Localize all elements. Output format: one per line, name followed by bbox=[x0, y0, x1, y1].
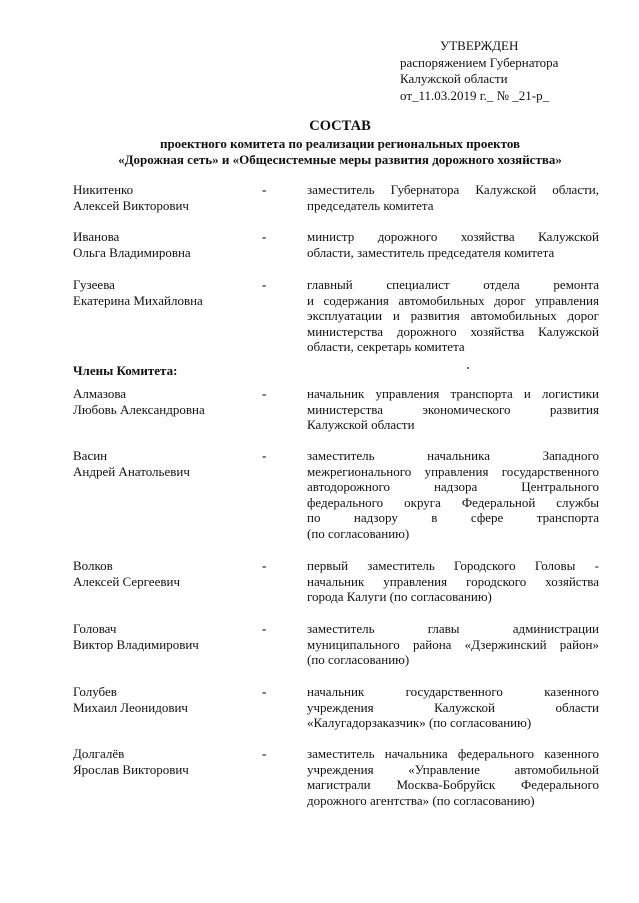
member-dash: - bbox=[262, 277, 267, 292]
member-role-line: заместитель Губернатора Калужской области, bbox=[307, 182, 599, 197]
document-subtitle-line-1: проектного комитета по реализации региональных проектов bbox=[159, 136, 521, 151]
member-role-line: магистрали Москва-Бобруйск Федерального bbox=[307, 777, 599, 792]
approval-title: УТВЕРЖДЕН bbox=[440, 38, 519, 53]
member-given-name: Алексей Викторович bbox=[73, 197, 189, 213]
member-surname: Васин bbox=[73, 448, 108, 463]
approval-line-3: от_11.03.2019 г._ № _21-р_ bbox=[400, 87, 550, 103]
member-surname: Никитенко bbox=[73, 182, 134, 197]
member-role-line: начальник управления транспорта и логистики bbox=[307, 386, 599, 401]
member-role bbox=[307, 448, 599, 541]
member-surname: Долгалёв bbox=[73, 746, 125, 761]
member-surname: Головач bbox=[73, 621, 117, 636]
member-role-line: «Калугадорзаказчик» (по согласованию) bbox=[307, 715, 532, 730]
member-role-line: заместитель начальника федерального казенного bbox=[307, 746, 599, 761]
member-surname: Иванова bbox=[73, 229, 120, 244]
member-given-name: Алексей Сергеевич bbox=[73, 573, 180, 589]
member-name bbox=[73, 684, 263, 715]
member-given-name: Михаил Леонидович bbox=[73, 699, 188, 715]
member-role-line: и содержания автомобильных дорог управления bbox=[307, 292, 599, 308]
member-dash: - bbox=[262, 621, 267, 636]
member-role bbox=[307, 746, 599, 808]
member-surname: Алмазова bbox=[73, 386, 127, 401]
member-role bbox=[307, 386, 599, 433]
document-title: СОСТАВ bbox=[309, 118, 371, 134]
member-role-line: председатель комитета bbox=[307, 197, 434, 213]
member-role-line: межрегионального управления государственного bbox=[307, 463, 599, 479]
member-role bbox=[307, 229, 599, 260]
member-role-line: федерального округа Федеральной службы bbox=[307, 494, 599, 510]
member-dash: - bbox=[262, 558, 267, 573]
member-name bbox=[73, 229, 263, 260]
member-name bbox=[73, 746, 263, 777]
member-name bbox=[73, 621, 263, 652]
member-name bbox=[73, 277, 263, 308]
approval-line-2: Калужской области bbox=[400, 71, 508, 86]
document-title-block bbox=[40, 118, 639, 168]
member-name bbox=[73, 182, 263, 213]
member-dash: - bbox=[262, 746, 267, 761]
member-role-line: (по согласованию) bbox=[307, 652, 410, 667]
member-role-line: министр дорожного хозяйства Калужской bbox=[307, 229, 599, 244]
member-role-line: учреждения Калужской области bbox=[307, 699, 599, 715]
member-surname: Голубев bbox=[73, 684, 117, 699]
member-given-name: Виктор Владимирович bbox=[73, 636, 199, 652]
member-given-name: Ярослав Викторович bbox=[73, 761, 189, 777]
member-dash: - bbox=[262, 386, 267, 401]
member-role-line: начальник управления городского хозяйства bbox=[307, 573, 599, 589]
member-role-line: министерства дорожного хозяйства Калужской bbox=[307, 323, 599, 339]
member-role-line: области, секретарь комитета bbox=[307, 339, 465, 354]
member-name bbox=[73, 558, 263, 589]
member-role bbox=[307, 558, 599, 605]
approval-block bbox=[400, 38, 558, 104]
member-dash: - bbox=[262, 448, 267, 463]
member-role-line: учреждения «Управление автомобильной bbox=[307, 761, 599, 777]
member-role bbox=[307, 182, 599, 213]
member-role-line: главный специалист отдела ремонта bbox=[307, 277, 599, 292]
member-role-line: муниципального района «Дзержинский район» bbox=[307, 636, 599, 652]
document-subtitle-line-2: «Дорожная сеть» и «Общесистемные меры развития дорожного хозяйства» bbox=[118, 152, 562, 167]
member-role-line: (по согласованию) bbox=[307, 525, 410, 541]
member-role-line: заместитель главы администрации bbox=[307, 621, 599, 636]
member-role-line: области, заместитель председателя комитета bbox=[307, 244, 555, 260]
member-name bbox=[73, 386, 263, 417]
members-section-heading: Члены Комитета: bbox=[73, 363, 178, 378]
member-given-name: Андрей Анатольевич bbox=[73, 463, 190, 479]
member-role bbox=[307, 621, 599, 668]
member-role-line: министерства экономического развития bbox=[307, 401, 599, 417]
approval-line-1: распоряжением Губернатора bbox=[400, 54, 559, 70]
member-role bbox=[307, 277, 599, 355]
member-surname: Волков bbox=[73, 558, 113, 573]
member-role-line: заместитель начальника Западного bbox=[307, 448, 599, 463]
member-role-line: эксплуатации и развития автомобильных дорог bbox=[307, 308, 599, 323]
member-dash: - bbox=[262, 229, 267, 244]
member-role-line: города Калуги (по согласованию) bbox=[307, 589, 492, 604]
member-role-line: начальник государственного казенного bbox=[307, 684, 599, 699]
member-role bbox=[307, 684, 599, 731]
scan-speck bbox=[467, 367, 469, 369]
member-given-name: Любовь Александровна bbox=[73, 401, 205, 417]
member-name bbox=[73, 448, 263, 479]
member-given-name: Ольга Владимировна bbox=[73, 244, 191, 260]
member-surname: Гузеева bbox=[73, 277, 115, 292]
member-given-name: Екатерина Михайловна bbox=[73, 292, 203, 308]
member-role-line: по надзору в сфере транспорта bbox=[307, 510, 599, 525]
member-role-line: дорожного агентства» (по согласованию) bbox=[307, 792, 535, 808]
member-role-line: Калужской области bbox=[307, 417, 415, 432]
member-role-line: автодорожного надзора Центрального bbox=[307, 479, 599, 494]
member-dash: - bbox=[262, 684, 267, 699]
member-dash: - bbox=[262, 182, 267, 197]
member-role-line: первый заместитель Городского Головы - bbox=[307, 558, 599, 573]
